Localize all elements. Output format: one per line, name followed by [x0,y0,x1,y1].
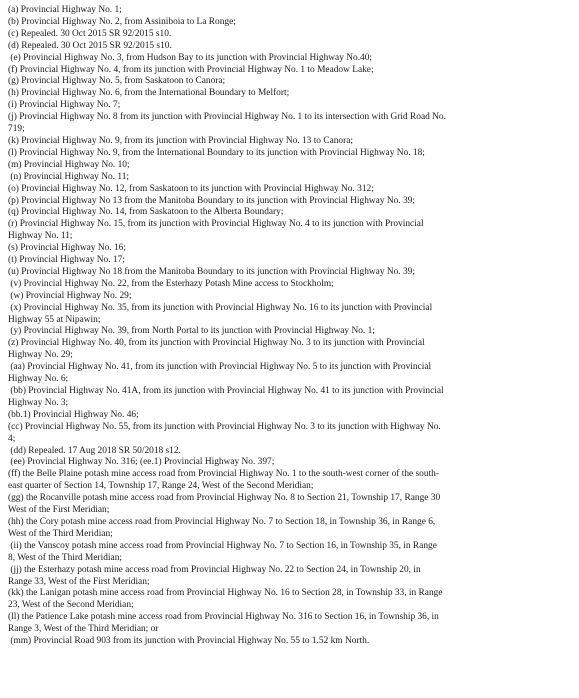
list-line: Highway No. 11; [8,231,73,242]
list-line: Range 33, West of the First Meridian; [8,576,150,587]
list-line: (aa) Provincial Highway No. 41, from its junction with Provincial Highway No. 5 to its junction with Provincial [8,362,432,373]
list-line: (k) Provincial Highway No. 9, from its junction with Provincial Highway No. 13 to Canora; [8,135,354,146]
list-line: (r) Provincial Highway No. 15, from its junction with Provincial Highway No. 4 to its junction with Provincial [8,219,424,230]
list-line: (j) Provincial Highway No. 8 from its junction with Provincial Highway No. 1 to its intersection with Grid Road No. [8,112,446,123]
list-line: 719; [8,124,25,135]
list-line: (jj) the Esterhazy potash mine access road from Provincial Highway No. 22 to Section 24, in Township 20, in [8,564,421,575]
list-line: (ee) Provincial Highway No. 316; (ee.1) Provincial Highway No. 397; [8,457,275,468]
list-line: (v) Provincial Highway No. 22, from the Esterhazy Potash Mine access to Stockholm; [8,278,334,289]
list-line: 4; [8,433,16,444]
list-line: (u) Provincial Highway No 18 from the Manitoba Boundary to its junction with Provincial Highway No. 39; [8,266,415,277]
list-line: (n) Provincial Highway No. 11; [8,171,129,182]
list-line: (d) Repealed. 30 Oct 2015 SR 92/2015 s10. [8,40,172,51]
list-line: Highway No. 6; [8,374,69,385]
list-line: (b) Provincial Highway No. 2, from Assiniboia to La Ronge; [8,16,236,27]
list-line: (y) Provincial Highway No. 39, from North Portal to its junction with Provincial Highway No. 1; [8,326,375,337]
list-line: (z) Provincial Highway No. 40, from its junction with Provincial Highway No. 3 to its junction with Provincial [8,338,425,349]
list-line: Highway No. 3; [8,397,69,408]
list-line: (c) Repealed. 30 Oct 2015 SR 92/2015 s10. [8,28,172,39]
list-line: (gg) the Rocanville potash mine access road from Provincial Highway No. 8 to Section 21, Township 17, Range 30 [8,493,441,504]
list-line: (bb.1) Provincial Highway No. 46; [8,409,139,420]
list-line: (ii) the Vanscoy potash mine access road from Provincial Highway No. 7 to Section 16, in Township 35, in Range [8,540,437,551]
list-line: (bb) Provincial Highway No. 41A, from its junction with Provincial Highway No. 41 to its junction with Provincial [8,386,444,396]
list-line: Range 3, West of the Third Meridian; or [8,624,159,635]
list-line: (kk) the Lanigan potash mine access road from Provincial Highway No. 16 to Section 28, in Township 33, in Range [8,588,443,599]
list-line: (h) Provincial Highway No. 6, from the International Boundary to Melfort; [8,88,290,99]
list-line: (i) Provincial Highway No. 7; [8,100,121,111]
list-line: (p) Provincial Highway No 13 from the Manitoba Boundary to its junction with Provincial Highway No. 39; [8,195,415,206]
list-line: (w) Provincial Highway No. 29; [8,290,132,301]
list-line: West of the Third Meridian; [8,528,113,539]
list-line: (o) Provincial Highway No. 12, from Saskatoon to its junction with Provincial Highway No. 312; [8,183,374,194]
list-line: (l) Provincial Highway No. 9, from the International Boundary to its junction with Provincial Highway No. 18; [8,147,425,158]
list-line: (ll) the Patience Lake potash mine access road from Provincial Highway No. 316 to Section 16, in Township 36, in [8,612,439,623]
list-line: (f) Provincial Highway No. 4, from its junction with Provincial Highway No. 1 to Meadow Lake; [8,64,374,75]
list-line: (m) Provincial Highway No. 10; [8,159,130,170]
list-line: (t) Provincial Highway No. 17; [8,255,125,266]
list-line: Highway No. 29; [8,350,73,361]
list-line: (mm) Provincial Road 903 from its junction with Provincial Highway No. 55 to 1.52 km North. [8,636,370,647]
list-line: (a) Provincial Highway No. 1; [8,5,122,15]
list-line: (cc) Provincial Highway No. 55, from its junction with Provincial Highway No. 3 to its junction with Highway No. [8,421,441,432]
list-line: (dd) Repealed. 17 Aug 2018 SR 50/2018 s12. [8,445,181,456]
list-line: (ff) the Belle Plaine potash mine access road from Provincial Highway No. 1 to the south-west corner of the south- [8,469,439,480]
list-line: (hh) the Cory potash mine access road from Provincial Highway No. 7 to Section 18, in Township 36, in Range 6, [8,516,436,527]
list-line: (s) Provincial Highway No. 16; [8,243,126,254]
list-line: (g) Provincial Highway No. 5, from Saskatoon to Canora; [8,76,226,87]
list-line: 8, West of the Third Meridian; [8,552,122,563]
list-line: (e) Provincial Highway No. 3, from Hudson Bay to its junction with Provincial Highway No.40; [8,52,373,63]
list-line: West of the First Meridian; [8,505,110,516]
list-line: (x) Provincial Highway No. 35, from its junction with Provincial Highway No. 16 to its junction with Provincial [8,302,433,313]
list-line: Highway 55 at Nipawin; [8,314,101,325]
list-line: east quarter of Section 14, Township 17, Range 24, West of the Second Meridian; [8,481,314,492]
list-line: (q) Provincial Highway No. 14, from Saskatoon to the Alberta Boundary; [8,207,284,218]
list-line: 23, West of the Second Meridian; [8,600,134,611]
